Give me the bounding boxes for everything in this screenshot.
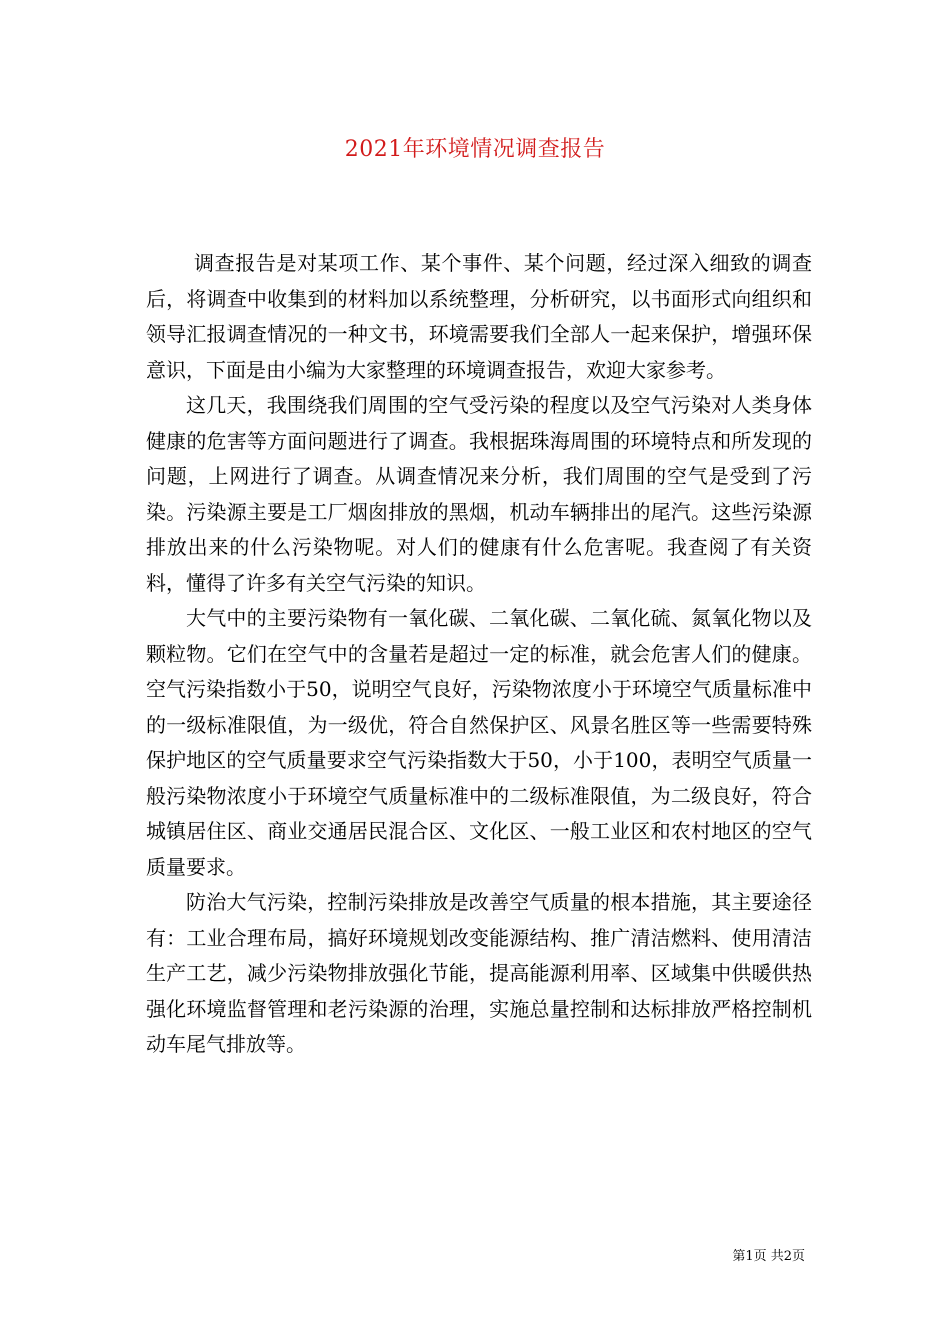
paragraph-pollutants: 大气中的主要污染物有一氧化碳、二氧化碳、二氧化硫、氮氧化物以及颗粒物。它们在空气中的含量若是超过一定的标准，就会危害人们的健康。空气污染指数小于50，说明空气良好，污染物浓度小于环境空气质量标准中的一级标准限值，为一级优，符合自然保护区、风景名胜区等一些需要特殊保护地区的空气质量要求空气污染指数大于50，小于100，表明空气质量一般污染物浓度小于环境空气质量标准中的二级标准限值，为二级良好，符合城镇居住区、商业交通居民混合区、文化区、一般工业区和农村地区的空气质量要求。 — [146, 606, 812, 879]
paragraph-intro: 调查报告是对某项工作、某个事件、某个问题，经过深入细致的调查后，将调查中收集到的材料加以系统整理，分析研究，以书面形式向组织和领导汇报调查情况的一种文书，环境需要我们全部人一起来保护，增强环保意识，下面是由小编为大家整理的环境调查报告，欢迎大家参考。 — [146, 251, 812, 382]
document-body — [146, 246, 812, 1063]
paragraph-investigation: 这几天，我围绕我们周围的空气受污染的程度以及空气污染对人类身体健康的危害等方面问题进行了调查。我根据珠海周围的环境特点和所发现的问题，上网进行了调查。从调查情况来分析，我们周围的空气是受到了污染。污染源主要是工厂烟囱排放的黑烟，机动车辆排出的尾汽。这些污染源排放出来的什么污染物呢。对人们的健康有什么危害呢。我查阅了有关资料，懂得了许多有关空气污染的知识。 — [146, 393, 812, 595]
paragraph-prevention: 防治大气污染，控制污染排放是改善空气质量的根本措施，其主要途径有：工业合理布局，搞好环境规划改变能源结构、推广清洁燃料、使用清洁生产工艺，减少污染物排放强化节能，提高能源利用率、区域集中供暖供热强化环境监督管理和老污染源的治理，实施总量控制和达标排放严格控制机动车尾气排放等。 — [146, 890, 812, 1056]
page-number: 第1页 共2页 — [732, 1249, 805, 1264]
document-title: 2021年环境情况调查报告 — [344, 137, 606, 162]
